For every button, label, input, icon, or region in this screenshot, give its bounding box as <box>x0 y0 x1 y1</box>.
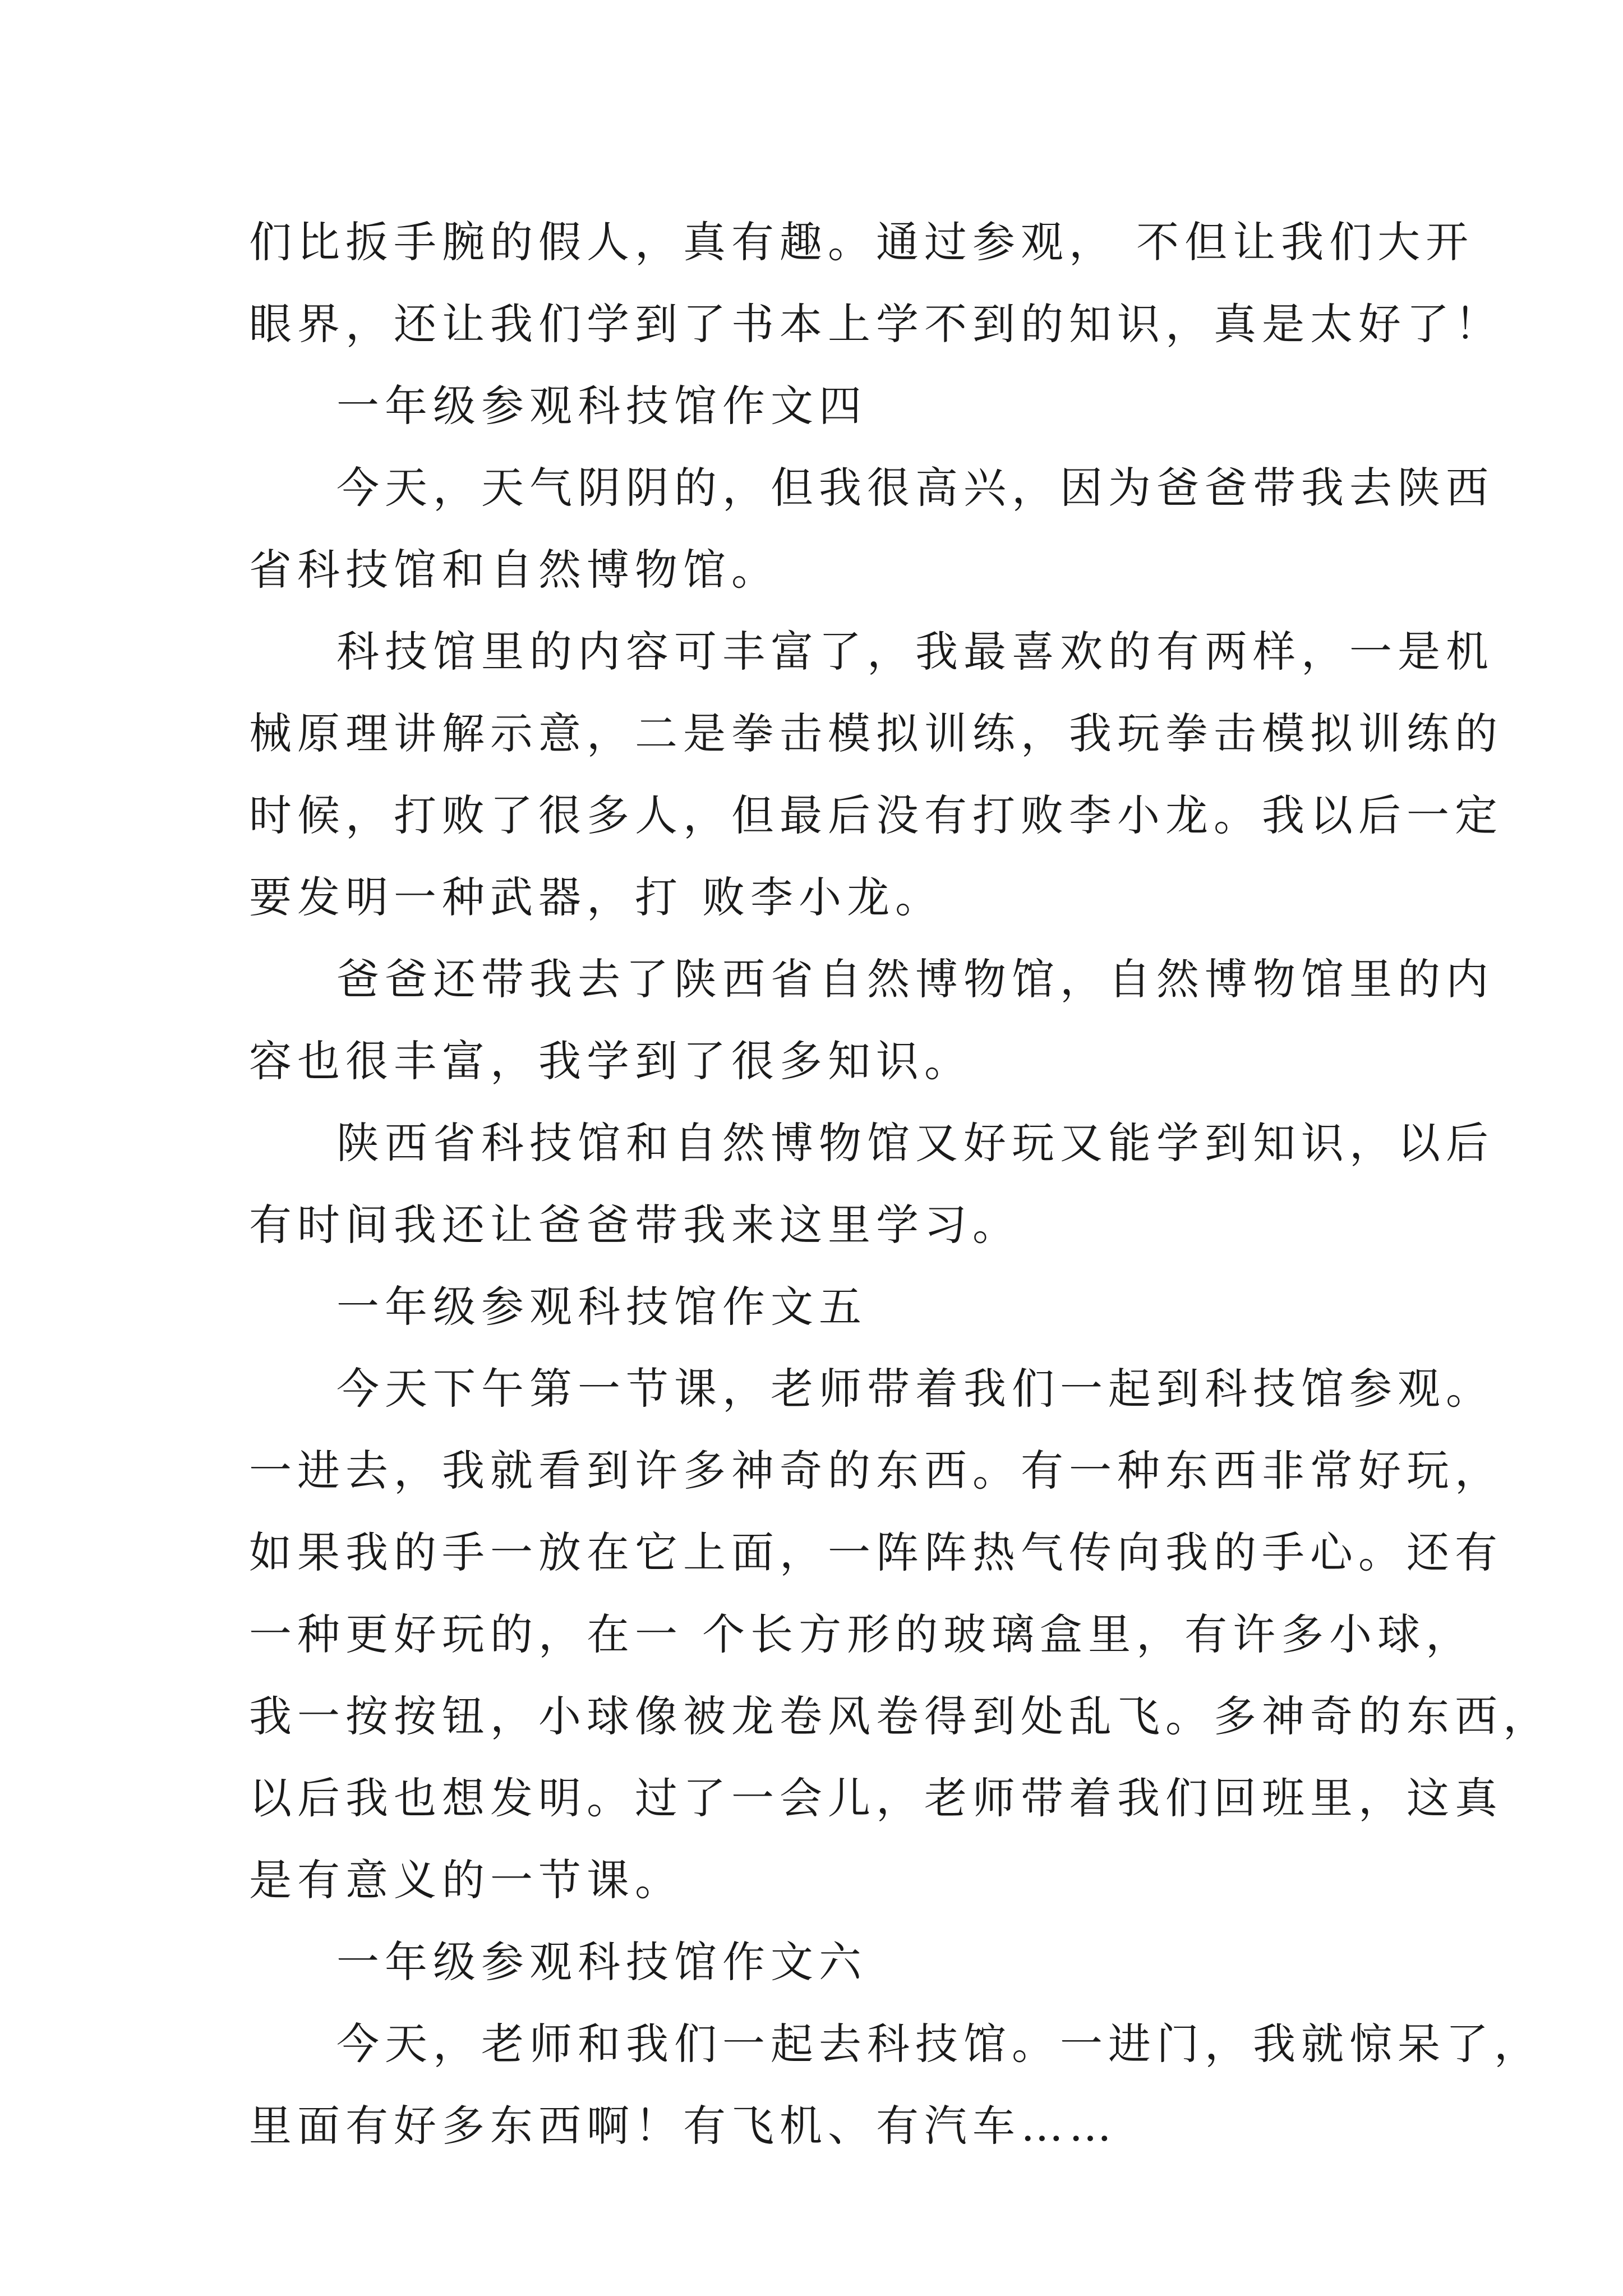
text-line: 有时间我还让爸爸带我来这里学习。 <box>249 1200 1021 1250</box>
section-heading: 一年级参观科技馆作文四 <box>336 381 867 431</box>
paragraph-start: 爸爸还带我去了陕西省自然博物馆，自然博物馆里的内 <box>336 954 1494 1004</box>
paragraph-start: 科技馆里的内容可丰富了，我最喜欢的有两样，一是机 <box>336 627 1494 677</box>
text-line: 眼界，还让我们学到了书本上学不到的知识，真是太好了！ <box>249 299 1503 349</box>
text-line: 容也很丰富，我学到了很多知识。 <box>249 1036 972 1086</box>
paragraph-start: 今天，老师和我们一起去科技馆。一进门，我就惊呆了， <box>336 2019 1542 2069</box>
text-line: 们比扳手腕的假人，真有趣。通过参观， 不但让我们大开 <box>249 217 1474 267</box>
text-line: 是有意义的一节课。 <box>249 1855 683 1905</box>
paragraph-start: 陕西省科技馆和自然博物馆又好玩又能学到知识，以后 <box>336 1118 1494 1168</box>
section-heading: 一年级参观科技馆作文六 <box>336 1937 867 1987</box>
text-line: 一种更好玩的，在一 个长方形的玻璃盒里，有许多小球， <box>249 1609 1474 1659</box>
text-line: 时候，打败了很多人，但最后没有打败李小龙。我以后一定 <box>249 790 1503 840</box>
text-line: 我一按按钮，小球像被龙卷风卷得到处乱飞。多神奇的东西， <box>249 1691 1551 1741</box>
text-line: 一进去，我就看到许多神奇的东西。有一种东西非常好玩， <box>249 1446 1503 1496</box>
paragraph-start: 今天，天气阴阴的，但我很高兴，因为爸爸带我去陕西 <box>336 463 1494 513</box>
text-line: 省科技馆和自然博物馆。 <box>249 545 780 595</box>
text-line: 里面有好多东西啊！有飞机、有汽车…… <box>249 2101 1117 2151</box>
text-line: 以后我也想发明。过了一会儿，老师带着我们回班里，这真 <box>249 1773 1503 1823</box>
text-line: 械原理讲解示意，二是拳击模拟训练，我玩拳击模拟训练的 <box>249 708 1503 758</box>
text-line: 要发明一种武器，打 败李小龙。 <box>249 872 944 922</box>
section-heading: 一年级参观科技馆作文五 <box>336 1282 867 1332</box>
text-line: 如果我的手一放在它上面，一阵阵热气传向我的手心。还有 <box>249 1527 1503 1577</box>
paragraph-start: 今天下午第一节课，老师带着我们一起到科技馆参观。 <box>336 1364 1494 1414</box>
